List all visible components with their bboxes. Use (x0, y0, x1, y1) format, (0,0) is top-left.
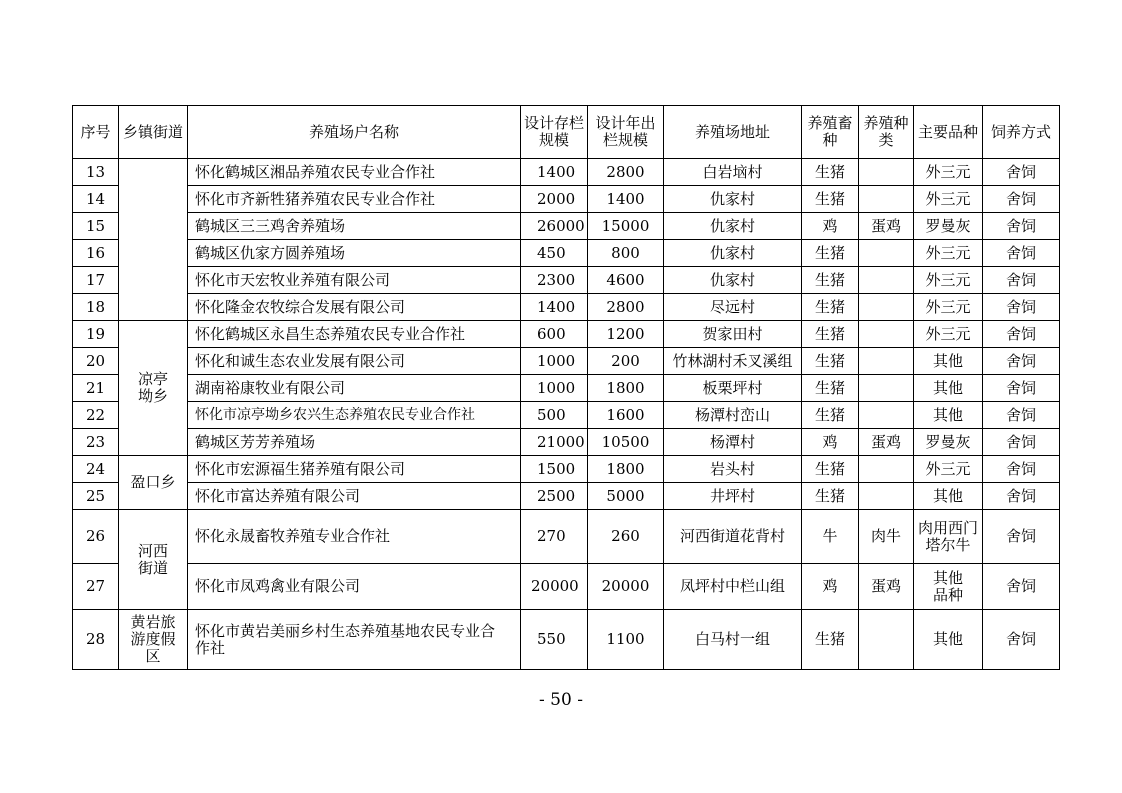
stock-cell: 21000 (521, 429, 588, 456)
feeding-cell: 舍饲 (983, 402, 1060, 429)
address-cell: 仇家村 (664, 213, 802, 240)
type-cell (859, 483, 914, 510)
address-cell: 河西街道花背村 (664, 510, 802, 564)
output-cell: 15000 (588, 213, 664, 240)
table-row (73, 483, 1060, 510)
breed-cell: 外三元 (914, 159, 983, 186)
feeding-cell: 舍饲 (983, 510, 1060, 564)
farm-name-cell: 怀化市凤鸡禽业有限公司 (188, 564, 521, 610)
output-cell: 20000 (588, 564, 664, 610)
address-cell: 白马村一组 (664, 610, 802, 670)
address-cell: 凤坪村中栏山组 (664, 564, 802, 610)
breed-cell: 外三元 (914, 456, 983, 483)
header-town: 乡镇街道 (119, 106, 188, 159)
address-cell: 白岩垴村 (664, 159, 802, 186)
feeding-cell: 舍饲 (983, 429, 1060, 456)
address-cell: 尽远村 (664, 294, 802, 321)
header-name: 养殖场户名称 (188, 106, 521, 159)
type-cell: 蛋鸡 (859, 429, 914, 456)
stock-cell: 1000 (521, 348, 588, 375)
farm-name-cell: 怀化市齐新牲猪养殖农民专业合作社 (188, 186, 521, 213)
town-cell-liangting: 凉亭坳乡 (119, 321, 188, 456)
seq-cell: 23 (73, 429, 119, 456)
type-cell (859, 159, 914, 186)
header-row (73, 106, 1060, 159)
farm-name-cell: 怀化永晟畜牧养殖专业合作社 (188, 510, 521, 564)
farm-name-cell: 怀化市富达养殖有限公司 (188, 483, 521, 510)
type-cell: 蛋鸡 (859, 564, 914, 610)
farm-name-cell: 怀化市黄岩美丽乡村生态养殖基地农民专业合作社 (188, 610, 521, 670)
table-row (73, 240, 1060, 267)
stock-cell: 2500 (521, 483, 588, 510)
type-cell (859, 610, 914, 670)
header-stock: 设计存栏规模 (521, 106, 588, 159)
livestock-cell: 生猪 (802, 610, 859, 670)
breed-cell: 外三元 (914, 321, 983, 348)
feeding-cell: 舍饲 (983, 456, 1060, 483)
table-row (73, 294, 1060, 321)
header-feeding: 饲养方式 (983, 106, 1060, 159)
seq-cell: 27 (73, 564, 119, 610)
feeding-cell: 舍饲 (983, 159, 1060, 186)
stock-cell: 550 (521, 610, 588, 670)
header-output: 设计年出栏规模 (588, 106, 664, 159)
type-cell (859, 267, 914, 294)
stock-cell: 2300 (521, 267, 588, 294)
stock-cell: 1000 (521, 375, 588, 402)
feeding-cell: 舍饲 (983, 267, 1060, 294)
type-cell (859, 348, 914, 375)
address-cell: 岩头村 (664, 456, 802, 483)
feeding-cell: 舍饲 (983, 240, 1060, 267)
table-row (73, 375, 1060, 402)
farm-name-cell: 怀化市天宏牧业养殖有限公司 (188, 267, 521, 294)
output-cell: 1600 (588, 402, 664, 429)
farm-name-cell: 怀化隆金农牧综合发展有限公司 (188, 294, 521, 321)
seq-cell: 19 (73, 321, 119, 348)
seq-cell: 13 (73, 159, 119, 186)
table-row (73, 510, 1060, 564)
seq-cell: 20 (73, 348, 119, 375)
seq-cell: 26 (73, 510, 119, 564)
stock-cell: 600 (521, 321, 588, 348)
feeding-cell: 舍饲 (983, 321, 1060, 348)
stock-cell: 1500 (521, 456, 588, 483)
output-cell: 4600 (588, 267, 664, 294)
address-cell: 仇家村 (664, 186, 802, 213)
livestock-cell: 生猪 (802, 267, 859, 294)
feeding-cell: 舍饲 (983, 564, 1060, 610)
town-cell (119, 159, 188, 321)
feeding-cell: 舍饲 (983, 610, 1060, 670)
output-cell: 1100 (588, 610, 664, 670)
type-cell (859, 375, 914, 402)
livestock-cell: 生猪 (802, 240, 859, 267)
header-address: 养殖场地址 (664, 106, 802, 159)
stock-cell: 500 (521, 402, 588, 429)
breed-cell: 其他 (914, 375, 983, 402)
output-cell: 200 (588, 348, 664, 375)
table-row (73, 402, 1060, 429)
address-cell: 杨潭村峦山 (664, 402, 802, 429)
farm-name-cell: 怀化鹤城区湘品养殖农民专业合作社 (188, 159, 521, 186)
breed-cell: 外三元 (914, 186, 983, 213)
seq-cell: 18 (73, 294, 119, 321)
town-cell-huangyan: 黄岩旅游度假区 (119, 610, 188, 670)
livestock-cell: 生猪 (802, 483, 859, 510)
town-cell-hexi: 河西街道 (119, 510, 188, 610)
feeding-cell: 舍饲 (983, 213, 1060, 240)
livestock-cell: 生猪 (802, 159, 859, 186)
seq-cell: 24 (73, 456, 119, 483)
livestock-cell: 牛 (802, 510, 859, 564)
livestock-cell: 生猪 (802, 375, 859, 402)
farm-name-cell: 鹤城区三三鸡舍养殖场 (188, 213, 521, 240)
town-cell-yingkou: 盈口乡 (119, 456, 188, 510)
stock-cell: 1400 (521, 294, 588, 321)
feeding-cell: 舍饲 (983, 375, 1060, 402)
table-row (73, 429, 1060, 456)
output-cell: 1800 (588, 375, 664, 402)
seq-cell: 25 (73, 483, 119, 510)
header-breed: 主要品种 (914, 106, 983, 159)
livestock-cell: 生猪 (802, 321, 859, 348)
farm-name-cell: 怀化市凉亭坳乡农兴生态养殖农民专业合作社 (188, 402, 521, 429)
type-cell (859, 321, 914, 348)
breed-cell: 其他 (914, 483, 983, 510)
seq-cell: 28 (73, 610, 119, 670)
table-row (73, 267, 1060, 294)
farm-name-cell: 鹤城区仇家方圆养殖场 (188, 240, 521, 267)
type-cell (859, 186, 914, 213)
livestock-cell: 生猪 (802, 456, 859, 483)
feeding-cell: 舍饲 (983, 483, 1060, 510)
livestock-cell: 生猪 (802, 186, 859, 213)
address-cell: 竹林湖村禾叉溪组 (664, 348, 802, 375)
farm-name-cell: 怀化鹤城区永昌生态养殖农民专业合作社 (188, 321, 521, 348)
farm-name-cell: 鹤城区芳芳养殖场 (188, 429, 521, 456)
stock-cell: 1400 (521, 159, 588, 186)
output-cell: 5000 (588, 483, 664, 510)
address-cell: 杨潭村 (664, 429, 802, 456)
breed-cell: 肉用西门塔尔牛 (914, 510, 983, 564)
livestock-farm-table (72, 105, 1060, 670)
feeding-cell: 舍饲 (983, 294, 1060, 321)
output-cell: 10500 (588, 429, 664, 456)
output-cell: 1400 (588, 186, 664, 213)
table-row (73, 321, 1060, 348)
farm-name-cell: 湖南裕康牧业有限公司 (188, 375, 521, 402)
feeding-cell: 舍饲 (983, 186, 1060, 213)
seq-cell: 16 (73, 240, 119, 267)
feeding-cell: 舍饲 (983, 348, 1060, 375)
farm-name-cell: 怀化和诚生态农业发展有限公司 (188, 348, 521, 375)
breed-cell: 其他 (914, 610, 983, 670)
table-row (73, 348, 1060, 375)
livestock-cell: 生猪 (802, 294, 859, 321)
table-row (73, 456, 1060, 483)
stock-cell: 450 (521, 240, 588, 267)
table-row (73, 610, 1060, 670)
header-type: 养殖种类 (859, 106, 914, 159)
address-cell: 贺家田村 (664, 321, 802, 348)
livestock-cell: 鸡 (802, 429, 859, 456)
address-cell: 仇家村 (664, 267, 802, 294)
livestock-cell: 生猪 (802, 402, 859, 429)
stock-cell: 2000 (521, 186, 588, 213)
output-cell: 260 (588, 510, 664, 564)
farm-name-cell: 怀化市宏源福生猪养殖有限公司 (188, 456, 521, 483)
seq-cell: 22 (73, 402, 119, 429)
address-cell: 井坪村 (664, 483, 802, 510)
output-cell: 1800 (588, 456, 664, 483)
type-cell (859, 402, 914, 429)
type-cell (859, 456, 914, 483)
livestock-cell: 鸡 (802, 213, 859, 240)
table-row (73, 564, 1060, 610)
breed-cell: 罗曼灰 (914, 429, 983, 456)
output-cell: 2800 (588, 159, 664, 186)
breed-cell: 其他 (914, 348, 983, 375)
seq-cell: 15 (73, 213, 119, 240)
page-number: - 50 - (539, 690, 583, 710)
type-cell: 肉牛 (859, 510, 914, 564)
header-seq: 序号 (73, 106, 119, 159)
breed-cell: 其他 (914, 402, 983, 429)
livestock-cell: 鸡 (802, 564, 859, 610)
breed-cell: 其他品种 (914, 564, 983, 610)
header-livestock: 养殖畜种 (802, 106, 859, 159)
output-cell: 800 (588, 240, 664, 267)
type-cell: 蛋鸡 (859, 213, 914, 240)
address-cell: 仇家村 (664, 240, 802, 267)
breed-cell: 外三元 (914, 240, 983, 267)
output-cell: 1200 (588, 321, 664, 348)
type-cell (859, 294, 914, 321)
seq-cell: 21 (73, 375, 119, 402)
seq-cell: 14 (73, 186, 119, 213)
table-row (73, 213, 1060, 240)
breed-cell: 外三元 (914, 294, 983, 321)
table-row (73, 159, 1060, 186)
output-cell: 2800 (588, 294, 664, 321)
breed-cell: 外三元 (914, 267, 983, 294)
stock-cell: 270 (521, 510, 588, 564)
type-cell (859, 240, 914, 267)
breed-cell: 罗曼灰 (914, 213, 983, 240)
table-row (73, 186, 1060, 213)
stock-cell: 26000 (521, 213, 588, 240)
seq-cell: 17 (73, 267, 119, 294)
stock-cell: 20000 (521, 564, 588, 610)
address-cell: 板栗坪村 (664, 375, 802, 402)
livestock-cell: 生猪 (802, 348, 859, 375)
